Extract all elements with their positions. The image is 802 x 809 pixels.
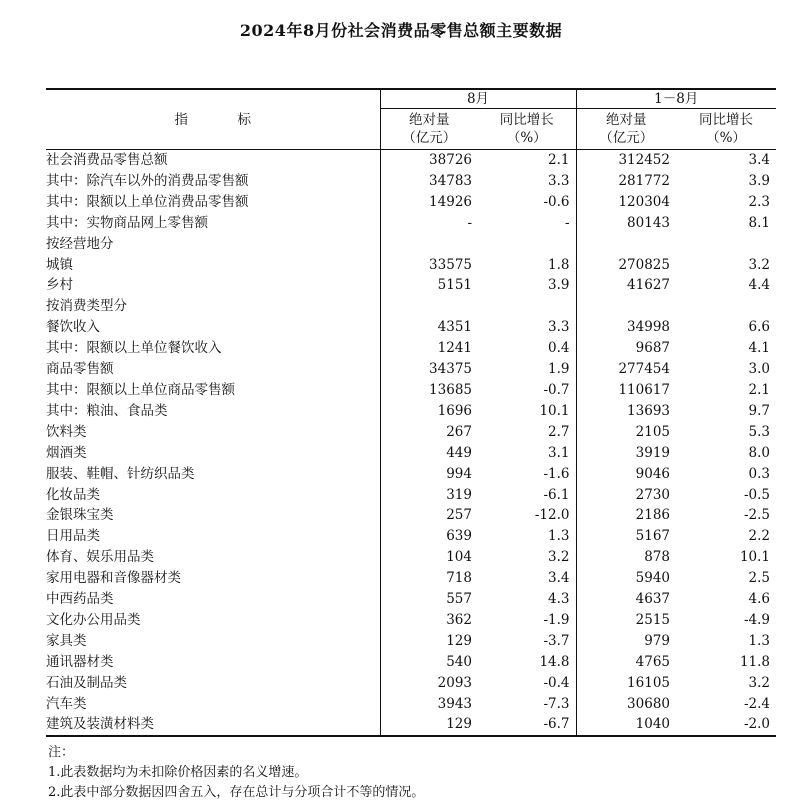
table-row xyxy=(46,652,776,673)
ytd-yoy-cell: 2.3 xyxy=(748,193,770,210)
table-row xyxy=(46,275,776,296)
table-row xyxy=(46,526,776,547)
indicator-name-cell: 饮料类 xyxy=(46,422,380,443)
indicator-name-cell: 按经营地分 xyxy=(46,234,380,255)
ytd-yoy-cell: 2.2 xyxy=(748,528,770,545)
ytd-absolute-cell: 34998 xyxy=(627,319,670,336)
ytd-yoy-cell: -4.9 xyxy=(743,611,770,628)
august-yoy-cell: -1.6 xyxy=(478,464,576,485)
august-yoy-cell: -7.3 xyxy=(478,694,576,715)
ytd-yoy-header: 同比增长 （%） xyxy=(676,109,776,150)
ytd-absolute-cell: 270825 xyxy=(618,256,670,273)
ytd-absolute-cell: 1040 xyxy=(576,714,676,736)
ytd-absolute-cell: 110617 xyxy=(618,381,670,398)
august-yoy-cell: 3.9 xyxy=(478,275,576,296)
table-row xyxy=(46,631,776,652)
ytd-yoy-cell: 3.0 xyxy=(748,361,770,378)
august-absolute-cell: 13685 xyxy=(429,381,472,398)
ytd-yoy-cell: 8.0 xyxy=(748,444,770,461)
august-yoy-cell xyxy=(478,296,576,317)
ytd-yoy-cell: 11.8 xyxy=(739,653,770,670)
ytd-yoy-cell: 4.4 xyxy=(748,277,770,294)
table-row xyxy=(46,547,776,568)
table-row xyxy=(46,673,776,694)
ytd-yoy-cell: 2.1 xyxy=(748,381,770,398)
table-row xyxy=(46,589,776,610)
ytd-absolute-cell: 80143 xyxy=(627,214,670,231)
august-absolute-cell: 3943 xyxy=(437,695,472,712)
indicator-name-cell: 通讯器材类 xyxy=(46,652,380,673)
ytd-absolute-cell: 4765 xyxy=(635,653,670,670)
ytd-yoy-cell: 1.3 xyxy=(748,632,770,649)
ytd-yoy-cell: 9.7 xyxy=(748,402,770,419)
indicator-name-cell: 中西药品类 xyxy=(46,589,380,610)
table-body xyxy=(46,150,776,737)
august-yoy-cell: 3.4 xyxy=(478,568,576,589)
ytd-absolute-cell: 277454 xyxy=(618,361,670,378)
table-header xyxy=(46,89,776,150)
indicator-name-cell: 服装、鞋帽、针纺织品类 xyxy=(46,464,380,485)
ytd-absolute-cell: 2105 xyxy=(635,423,670,440)
indicator-name-cell: 化妆品类 xyxy=(46,485,380,506)
ytd-absolute-cell: 16105 xyxy=(627,674,670,691)
indicator-name-cell: 日用品类 xyxy=(46,526,380,547)
table-row xyxy=(46,505,776,526)
table-row xyxy=(46,192,776,213)
ytd-absolute-cell: 5167 xyxy=(635,528,670,545)
ytd-absolute-cell xyxy=(576,234,676,255)
ytd-yoy-cell: 8.1 xyxy=(748,214,770,231)
ytd-absolute-cell: 3919 xyxy=(635,444,670,461)
footnote-2: 2.此表中部分数据因四舍五入，存在总计与分项合计不等的情况。 xyxy=(48,785,425,800)
table-row xyxy=(46,213,776,234)
indicator-name-cell: 石油及制品类 xyxy=(46,673,380,694)
indicator-name-cell: 汽车类 xyxy=(46,694,380,715)
indicator-name-cell: 建筑及装潢材料类 xyxy=(46,714,380,736)
table-row xyxy=(46,422,776,443)
august-yoy-cell: 14.8 xyxy=(478,652,576,673)
ytd-yoy-cell: -0.5 xyxy=(743,486,770,503)
ytd-absolute-cell xyxy=(576,296,676,317)
ytd-yoy-cell: 4.6 xyxy=(748,591,770,608)
august-absolute-cell: 129 xyxy=(446,632,472,649)
indicator-name-cell: 其中：粮油、食品类 xyxy=(46,401,380,422)
august-yoy-cell: 1.8 xyxy=(478,255,576,276)
ytd-absolute-cell: 878 xyxy=(644,549,670,566)
indicator-name-cell: 家用电器和音像器材类 xyxy=(46,568,380,589)
indicator-name-cell: 餐饮收入 xyxy=(46,317,380,338)
ytd-absolute-cell: 120304 xyxy=(618,193,670,210)
august-absolute-cell: 129 xyxy=(380,714,478,736)
august-yoy-cell: 2.1 xyxy=(478,150,576,171)
august-yoy-cell: -3.7 xyxy=(478,631,576,652)
ytd-yoy-cell: 2.5 xyxy=(748,570,770,587)
august-yoy-cell: -0.4 xyxy=(478,673,576,694)
august-absolute-cell: 557 xyxy=(446,591,472,608)
retail-sales-table xyxy=(46,88,776,737)
table-row xyxy=(46,380,776,401)
indicator-name-cell: 乡村 xyxy=(46,275,380,296)
august-yoy-cell: 3.2 xyxy=(478,547,576,568)
ytd-yoy-cell: -2.4 xyxy=(743,695,770,712)
table-row xyxy=(46,255,776,276)
august-absolute-cell: 14926 xyxy=(429,193,472,210)
indicator-name-cell: 城镇 xyxy=(46,255,380,276)
august-absolute-cell: 257 xyxy=(446,507,472,524)
ytd-absolute-cell: 4637 xyxy=(635,591,670,608)
table-row xyxy=(46,464,776,485)
indicator-name-cell: 社会消费品零售总额 xyxy=(46,150,380,171)
indicator-name-cell: 体育、娱乐用品类 xyxy=(46,547,380,568)
table-row xyxy=(46,714,776,736)
august-yoy-cell: 3.1 xyxy=(478,443,576,464)
august-absolute-cell: 2093 xyxy=(437,674,472,691)
indicator-name-cell: 家具类 xyxy=(46,631,380,652)
ytd-yoy-cell xyxy=(676,296,776,317)
august-absolute-cell: 104 xyxy=(446,549,472,566)
table-row xyxy=(46,338,776,359)
ytd-yoy-cell: 3.2 xyxy=(748,674,770,691)
table-row xyxy=(46,610,776,631)
august-absolute-cell: - xyxy=(467,214,472,231)
august-absolute-cell: 994 xyxy=(446,465,472,482)
table-row xyxy=(46,485,776,506)
ytd-absolute-cell: 2515 xyxy=(635,611,670,628)
august-yoy-cell: 4.3 xyxy=(478,589,576,610)
august-yoy-cell: 10.1 xyxy=(478,401,576,422)
page-title: 2024年8月份社会消费品零售总额主要数据 xyxy=(239,21,563,40)
august-group-header: 8月 xyxy=(380,89,576,109)
ytd-absolute-cell: 30680 xyxy=(627,695,670,712)
ytd-absolute-header: 绝对量 （亿元） xyxy=(576,109,676,150)
footnote-label: 注： xyxy=(48,745,75,760)
indicator-name-cell: 文化办公用品类 xyxy=(46,610,380,631)
ytd-yoy-cell: 4.1 xyxy=(748,340,770,357)
august-absolute-cell: 540 xyxy=(446,653,472,670)
august-absolute-cell: 267 xyxy=(446,423,472,440)
ytd-absolute-cell: 9046 xyxy=(635,465,670,482)
ytd-absolute-cell: 312452 xyxy=(618,152,670,168)
ytd-absolute-cell: 2186 xyxy=(635,507,670,524)
table-row xyxy=(46,234,776,255)
august-absolute-cell: 33575 xyxy=(429,256,472,273)
august-yoy-cell xyxy=(478,234,576,255)
table-row xyxy=(46,150,776,171)
ytd-yoy-cell xyxy=(676,234,776,255)
august-yoy-cell: 0.4 xyxy=(478,338,576,359)
ytd-yoy-cell: 6.6 xyxy=(748,319,770,336)
indicator-name-cell: 其中：限额以上单位餐饮收入 xyxy=(46,338,380,359)
table-row xyxy=(46,568,776,589)
ytd-absolute-cell: 2730 xyxy=(635,486,670,503)
indicator-name-cell: 其中：除汽车以外的消费品零售额 xyxy=(46,171,380,192)
table-row xyxy=(46,359,776,380)
august-absolute-cell: 34375 xyxy=(429,361,472,378)
august-yoy-cell: -12.0 xyxy=(478,505,576,526)
august-absolute-cell: 449 xyxy=(446,444,472,461)
ytd-absolute-cell: 979 xyxy=(644,632,670,649)
ytd-yoy-cell: 3.4 xyxy=(748,152,770,168)
august-yoy-cell: -1.9 xyxy=(478,610,576,631)
august-yoy-cell: 1.9 xyxy=(478,359,576,380)
august-absolute-cell: 1696 xyxy=(437,402,472,419)
august-yoy-cell: 3.3 xyxy=(478,171,576,192)
indicator-name-cell: 金银珠宝类 xyxy=(46,505,380,526)
footnote-1: 1.此表数据均为未扣除价格因素的名义增速。 xyxy=(48,765,308,780)
indicator-name-cell: 其中：限额以上单位消费品零售额 xyxy=(46,192,380,213)
august-absolute-cell: 362 xyxy=(446,611,472,628)
indicator-name-cell: 按消费类型分 xyxy=(46,296,380,317)
august-absolute-cell xyxy=(380,234,478,255)
ytd-yoy-cell: 0.3 xyxy=(748,465,770,482)
august-yoy-cell: -0.7 xyxy=(478,380,576,401)
table-row xyxy=(46,296,776,317)
august-absolute-cell: 4351 xyxy=(437,319,472,336)
ytd-absolute-cell: 41627 xyxy=(627,277,670,294)
august-absolute-cell xyxy=(380,296,478,317)
ytd-absolute-cell: 13693 xyxy=(627,402,670,419)
ytd-absolute-cell: 9687 xyxy=(635,340,670,357)
ytd-yoy-cell: 5.3 xyxy=(748,423,770,440)
august-absolute-cell: 639 xyxy=(446,528,472,545)
august-absolute-cell: 718 xyxy=(446,570,472,587)
ytd-group-header: 1－8月 xyxy=(576,89,776,109)
table-row xyxy=(46,171,776,192)
august-absolute-cell: 34783 xyxy=(429,172,472,189)
august-absolute-cell: 1241 xyxy=(437,340,472,357)
august-yoy-cell: -6.1 xyxy=(478,485,576,506)
august-yoy-cell: 2.7 xyxy=(478,422,576,443)
table-row xyxy=(46,401,776,422)
august-yoy-cell: 1.3 xyxy=(478,526,576,547)
indicator-name-cell: 其中：限额以上单位商品零售额 xyxy=(46,380,380,401)
table-row xyxy=(46,694,776,715)
indicator-name-cell: 其中：实物商品网上零售额 xyxy=(46,213,380,234)
ytd-yoy-cell: 10.1 xyxy=(739,549,770,566)
august-yoy-cell: -0.6 xyxy=(478,192,576,213)
footnotes xyxy=(48,743,424,803)
ytd-yoy-cell: 3.9 xyxy=(748,172,770,189)
indicator-name-cell: 商品零售额 xyxy=(46,359,380,380)
august-absolute-header: 绝对量 （亿元） xyxy=(380,109,478,150)
ytd-yoy-cell: -2.5 xyxy=(743,507,770,524)
august-yoy-cell: -6.7 xyxy=(478,714,576,736)
august-yoy-header: 同比增长 （%） xyxy=(478,109,576,150)
ytd-absolute-cell: 281772 xyxy=(618,172,670,189)
table-row xyxy=(46,317,776,338)
ytd-yoy-cell: 3.2 xyxy=(748,256,770,273)
august-absolute-cell: 38726 xyxy=(429,152,472,168)
august-absolute-cell: 5151 xyxy=(437,277,472,294)
august-yoy-cell: - xyxy=(478,213,576,234)
table-row xyxy=(46,443,776,464)
ytd-yoy-cell: -2.0 xyxy=(676,714,776,736)
indicator-name-cell: 烟酒类 xyxy=(46,443,380,464)
august-absolute-cell: 319 xyxy=(446,486,472,503)
indicator-header: 指 标 xyxy=(46,89,380,150)
ytd-absolute-cell: 5940 xyxy=(635,570,670,587)
august-yoy-cell: 3.3 xyxy=(478,317,576,338)
